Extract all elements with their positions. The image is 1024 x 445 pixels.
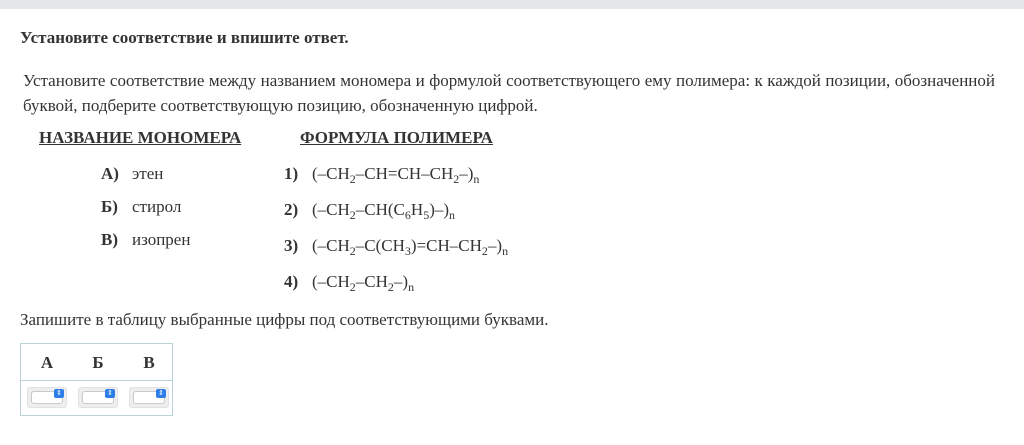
- answer-select-a[interactable]: [27, 387, 67, 408]
- formula-subscript: n: [473, 172, 480, 186]
- formula-subscript: 6: [404, 208, 411, 222]
- formula-subscript: 2: [349, 280, 356, 294]
- answer-header-v: В: [143, 353, 155, 372]
- top-bar: [0, 0, 1024, 9]
- formula-subscript: 2: [453, 172, 460, 186]
- formula-subscript: n: [408, 280, 415, 294]
- formula-key: 1): [284, 164, 299, 183]
- formula-text: $(-CH_2-CH_2-)_n$: [312, 272, 415, 294]
- formula-item: [284, 236, 508, 256]
- formula-text: $(-CH_2-C(CH_3)=CH-CH_2-)_n$: [312, 236, 509, 258]
- monomer-key: Б): [101, 197, 118, 216]
- formula-subscript: 5: [423, 208, 430, 222]
- chevron-up-down-icon: ⇕: [156, 389, 166, 398]
- answer-select-v[interactable]: [129, 387, 169, 408]
- monomer-item: [101, 197, 181, 217]
- monomer-item: [101, 164, 163, 184]
- answer-header-b: Б: [92, 353, 104, 372]
- formula-subscript: 2: [387, 280, 394, 294]
- answer-instruction: Запишите в таблицу выбранные цифры под соответствующими буквами.: [20, 310, 549, 329]
- formula-text: $(-CH_2-CH(C_6H_5)-)_n$: [312, 200, 456, 222]
- answer-table: [20, 343, 173, 416]
- formula-subscript: 2: [349, 172, 356, 186]
- formula-item: [284, 200, 455, 220]
- answer-table-divider: [21, 380, 172, 381]
- monomer-key: А): [101, 164, 119, 183]
- monomer-name: изопрен: [132, 230, 191, 249]
- formula-item: [284, 164, 479, 184]
- formula-subscript: n: [502, 244, 509, 258]
- formula-key: 2): [284, 200, 299, 219]
- monomer-name: этен: [132, 164, 164, 183]
- formula-subscript: 2: [349, 208, 356, 222]
- monomer-column-header: НАЗВАНИЕ МОНОМЕРА: [39, 128, 242, 147]
- formula-subscript: n: [449, 208, 456, 222]
- chevron-up-down-icon: ⇕: [105, 389, 115, 398]
- formula-key: 4): [284, 272, 299, 291]
- monomer-name: стирол: [132, 197, 182, 216]
- formula-subscript: 2: [349, 244, 356, 258]
- polymer-column-header: ФОРМУЛА ПОЛИМЕРА: [300, 128, 493, 147]
- monomer-item: [101, 230, 190, 250]
- formula-key: 3): [284, 236, 299, 255]
- formula-text: $(-CH_2-CH=CH-CH_2-)_n$: [312, 164, 480, 186]
- chevron-up-down-icon: ⇕: [54, 389, 64, 398]
- formula-item: [284, 272, 414, 292]
- formula-subscript: 2: [481, 244, 488, 258]
- answer-select-b[interactable]: [78, 387, 118, 408]
- formula-subscript: 3: [404, 244, 411, 258]
- answer-header-a: А: [40, 353, 54, 372]
- task-title: Установите соответствие и впишите ответ.: [20, 28, 349, 47]
- monomer-key: В): [101, 230, 118, 249]
- task-condition: Установите соответствие между названием мономера и формулой соответствующего ему полимера: к каждой позиции, обозначенной буквой, подберите соответствующую позицию, обозначенную цифрой.: [23, 71, 995, 115]
